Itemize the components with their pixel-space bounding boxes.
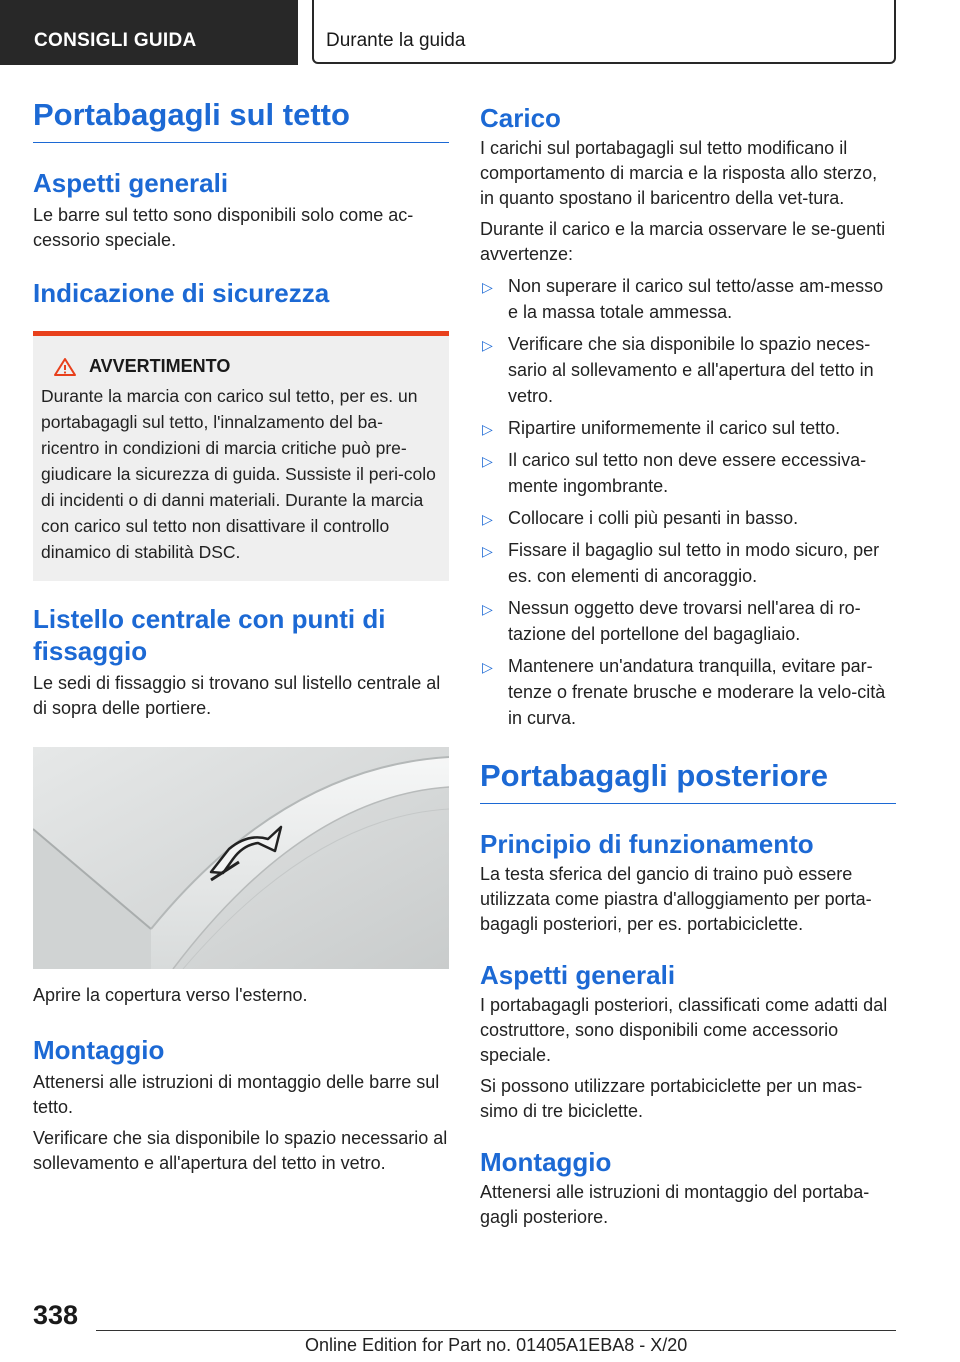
principle-text: La testa sferica del gancio di traino può essere utilizzata come piastra d'alloggiamento per porta-bagagli posteriori, per es. portabiciclette.	[480, 864, 872, 934]
mount-text-1: Attenersi alle istruzioni di montaggio delle barre sul tetto.	[33, 1072, 440, 1117]
list-item: ▷ Verificare che sia disponibile lo spazio neces-sario al sollevamento e all'apertura del tetto in vetro.	[482, 334, 874, 406]
warning-box	[33, 331, 449, 581]
page-number: 338	[33, 1300, 79, 1330]
load-text-2: Durante il carico e la marcia osservare le se-guenti avvertenze:	[480, 219, 886, 264]
load-text-1: I carichi sul portabagagli sul tetto modificano il comportamento di marcia e la risposta allo sterzo, in quanto spostano il baricentro della vet-tura.	[480, 138, 878, 208]
right-column	[480, 96, 896, 1230]
section-tab	[0, 0, 298, 65]
footer-divider	[96, 1330, 896, 1331]
strip-text: Le sedi di fissaggio si trovano sul listello centrale al di sopra delle portiere.	[33, 673, 441, 718]
safety-heading: Indicazione di sicurezza	[33, 278, 330, 308]
triangle-bullet-icon: ▷	[482, 659, 493, 675]
triangle-bullet-icon: ▷	[482, 421, 493, 437]
list-item: ▷ Nessun oggetto deve trovarsi nell'area di ro-tazione del portellone del bagagliaio.	[482, 598, 861, 644]
load-heading: Carico	[480, 103, 561, 133]
warning-triangle-icon	[53, 357, 77, 377]
page-header	[0, 0, 960, 66]
rear-general-text-1: I portabagagli posteriori, classificati come adatti dal costruttore, sono disponibili come accessorio speciale.	[480, 995, 888, 1065]
rear-mount-heading: Montaggio	[480, 1147, 612, 1177]
roof-strip-photo	[33, 747, 449, 969]
chapter-label: Durante la guida	[326, 30, 466, 51]
left-column	[33, 96, 449, 1176]
general-heading: Aspetti generali	[33, 168, 229, 198]
load-bullet-list	[480, 273, 896, 731]
list-item: ▷ Il carico sul tetto non deve essere eccessiva-mente ingombrante.	[482, 450, 867, 496]
section-label: CONSIGLI GUIDA	[34, 30, 197, 51]
list-item: ▷ Non superare il carico sul tetto/asse am-messo e la massa totale ammessa.	[482, 276, 884, 322]
warning-title: AVVERTIMENTO	[89, 356, 231, 376]
triangle-bullet-icon: ▷	[482, 601, 493, 617]
list-item: ▷ Ripartire uniformemente il carico sul tetto.	[480, 415, 896, 441]
rear-general-heading: Aspetti generali	[480, 960, 676, 990]
roof-strip-illustration	[33, 747, 449, 969]
triangle-bullet-icon: ▷	[482, 279, 493, 295]
mount-heading: Montaggio	[33, 1035, 165, 1065]
list-item: ▷ Collocare i colli più pesanti in basso.	[480, 505, 896, 531]
list-item: ▷ Mantenere un'andatura tranquilla, evitare par-tenze o frenate brusche e moderare la velo-cità in curva.	[482, 656, 886, 728]
general-text: Le barre sul tetto sono disponibili solo come ac-cessorio speciale.	[33, 205, 414, 250]
mount-text-2: Verificare che sia disponibile lo spazio necessario al sollevamento e all'apertura del tetto in vetro.	[33, 1128, 448, 1173]
rear-mount-text: Attenersi alle istruzioni di montaggio del portaba-gagli posteriore.	[480, 1182, 870, 1227]
triangle-bullet-icon: ▷	[482, 337, 493, 353]
triangle-bullet-icon: ▷	[482, 453, 493, 469]
list-item: ▷ Fissare il bagaglio sul tetto in modo sicuro, per es. con elementi di ancoraggio.	[482, 540, 880, 586]
triangle-bullet-icon: ▷	[482, 543, 493, 559]
warning-title-row	[41, 356, 441, 377]
chapter-tab	[312, 0, 896, 64]
page-title: Portabagagli sul tetto	[33, 96, 449, 143]
rear-general-text-2: Si possono utilizzare portabiciclette per un mas-simo di tre biciclette.	[480, 1076, 863, 1121]
strip-heading: Listello centrale con punti di fissaggio	[33, 604, 386, 666]
rear-title: Portabagagli posteriore	[480, 757, 896, 804]
photo-caption: Aprire la copertura verso l'esterno.	[33, 985, 308, 1005]
principle-heading: Principio di funzionamento	[480, 829, 814, 859]
triangle-bullet-icon: ▷	[482, 511, 493, 527]
footer-edition: Online Edition for Part no. 01405A1EBA8 - X/20	[305, 1335, 688, 1355]
warning-text: Durante la marcia con carico sul tetto, per es. un portabagagli sul tetto, l'innalzamento del ba-ricentro in condizioni di marcia critiche può pre-giudicare la sicurezza di guida. Sussiste il peri-colo di incidenti o di danni materiali. Durante la marcia con carico sul tetto non disattivare il controllo dinamico di stabilità DSC.	[41, 386, 436, 562]
